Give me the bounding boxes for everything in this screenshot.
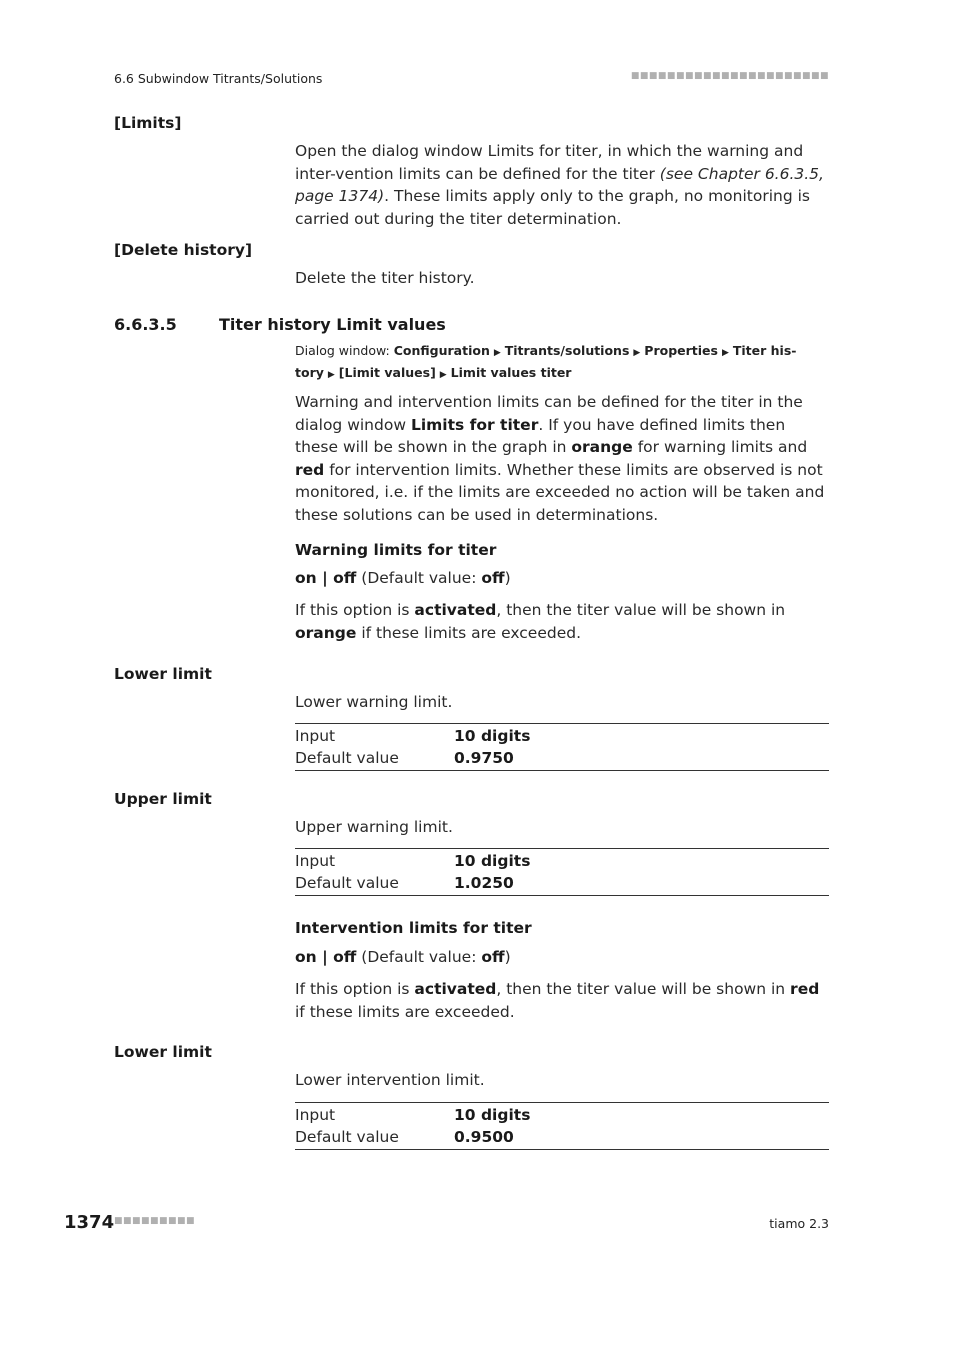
chapter-reference-link[interactable]: (see Chapter 6.6.3.5, page 1374) xyxy=(295,164,824,205)
warning-upper-limit-description: Upper warning limit. xyxy=(295,818,453,836)
limits-description: Open the dialog window Limits for titer, in which the warning and inter-vention limits can be defined for the titer (see Chapter 6.6.3.5, page 1374). These limits apply only to the graph, no monitoring is carried out during the titer determination. xyxy=(295,142,824,228)
page-number: 1374 xyxy=(64,1212,115,1233)
path-arrow-icon: ▶ xyxy=(439,370,447,380)
limits-label: [Limits] xyxy=(114,114,182,132)
delete-history-label: [Delete history] xyxy=(114,241,253,259)
path-arrow-icon: ▶ xyxy=(327,370,335,380)
table-row: Input 10 digits xyxy=(295,1106,531,1124)
table-row: Default value 0.9750 xyxy=(295,749,514,767)
intervention-lower-limit-table xyxy=(295,1102,829,1150)
intervention-lower-limit-description: Lower intervention limit. xyxy=(295,1071,485,1089)
warning-lower-limit-label: Lower limit xyxy=(114,665,212,683)
intervention-description: If this option is activated, then the titer value will be shown in red if these limits are exceeded. xyxy=(295,980,820,1021)
warning-description: If this option is activated, then the titer value will be shown in orange if these limits are exceeded. xyxy=(295,601,786,642)
warning-upper-limit-label: Upper limit xyxy=(114,790,212,808)
table-row: Input 10 digits xyxy=(295,727,531,745)
warning-limits-heading: Warning limits for titer xyxy=(295,541,497,559)
intervention-lower-limit-label: Lower limit xyxy=(114,1043,212,1061)
warning-lower-limit-table xyxy=(295,723,829,771)
dialog-path: Dialog window: Configuration ▶ Titrants/solutions ▶ Properties ▶ Titer his- tory ▶ [Limit values] ▶ Limit values titer xyxy=(295,343,797,380)
intervention-onoff-line: on | off (Default value: off) xyxy=(295,948,511,966)
warning-lower-limit-description: Lower warning limit. xyxy=(295,693,453,711)
table-row: Default value 1.0250 xyxy=(295,874,514,892)
warning-onoff-line: on | off (Default value: off) xyxy=(295,569,511,587)
table-row: Default value 0.9500 xyxy=(295,1128,514,1146)
path-arrow-icon: ▶ xyxy=(633,348,641,358)
delete-history-description: Delete the titer history. xyxy=(295,269,475,287)
running-header-dots: ■■■■■■■■■■■■■■■■■■■■■■ xyxy=(630,71,829,81)
section-intro: Warning and intervention limits can be defined for the titer in the dialog window Limits for titer. If you have defined limits then these will be shown in the graph in orange for warning limits and red for intervention limits. Whether these limits are observed is not monitored, i.e. if the limits are exceeded no action will be taken and these solutions can be used in determinations. xyxy=(295,393,825,524)
warning-upper-limit-table xyxy=(295,848,829,896)
footer-dots: ■■■■■■■■■ xyxy=(114,1216,196,1226)
path-arrow-icon: ▶ xyxy=(721,348,729,358)
path-arrow-icon: ▶ xyxy=(493,348,501,358)
running-header-section: 6.6 Subwindow Titrants/Solutions xyxy=(114,71,323,86)
section-number: 6.6.3.5 xyxy=(114,315,177,334)
product-version: tiamo 2.3 xyxy=(769,1216,829,1231)
intervention-limits-heading: Intervention limits for titer xyxy=(295,919,532,937)
table-row: Input 10 digits xyxy=(295,852,531,870)
section-title: Titer history Limit values xyxy=(219,315,446,334)
